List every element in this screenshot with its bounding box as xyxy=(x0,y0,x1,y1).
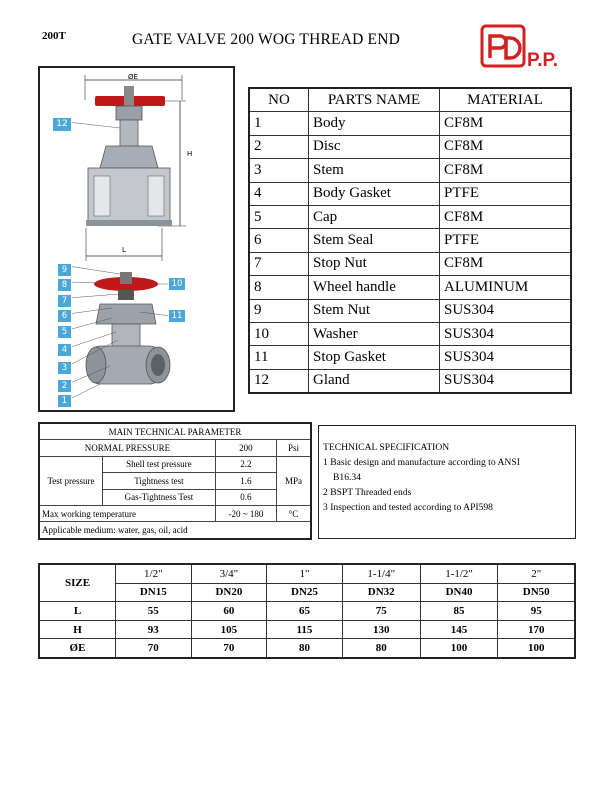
size-value: 93 xyxy=(116,620,192,639)
parts-table xyxy=(248,87,572,394)
part-name: Body Gasket xyxy=(309,182,440,205)
part-material: SUS304 xyxy=(440,322,572,345)
parts-table-row xyxy=(249,299,571,322)
tightness-test-label: Tightness test xyxy=(103,473,216,489)
spec-line-1: 1 Basic design and manufacture according to ANSI xyxy=(323,457,520,468)
part-number: 7 xyxy=(249,252,309,275)
part-number: 5 xyxy=(249,205,309,228)
callout-5: 5 xyxy=(57,325,72,339)
callout-10: 10 xyxy=(168,277,186,291)
part-name: Stop Nut xyxy=(309,252,440,275)
size-value: 100 xyxy=(420,639,498,658)
normal-pressure-label: NORMAL PRESSURE xyxy=(39,440,215,456)
part-name: Cap xyxy=(309,205,440,228)
callout-4: 4 xyxy=(57,343,72,357)
part-number: 9 xyxy=(249,299,309,322)
normal-pressure-unit: Psi xyxy=(276,440,311,456)
size-value: 170 xyxy=(498,620,575,639)
part-name: Disc xyxy=(309,135,440,158)
applicable-medium: Applicable medium: water, gas, oil, acid xyxy=(39,522,311,539)
part-material: CF8M xyxy=(440,112,572,135)
callout-11: 11 xyxy=(168,309,186,323)
test-pressure-unit: MPa xyxy=(276,456,311,505)
part-number: 3 xyxy=(249,159,309,182)
size-value: 65 xyxy=(267,602,343,621)
parts-table-row xyxy=(249,252,571,275)
parts-table-row xyxy=(249,369,571,393)
part-material: PTFE xyxy=(440,229,572,252)
parts-table-row xyxy=(249,229,571,252)
part-number: 10 xyxy=(249,322,309,345)
size-value: 95 xyxy=(498,602,575,621)
logo-text: P.P. xyxy=(527,50,559,71)
size-value: 80 xyxy=(267,639,343,658)
part-material: CF8M xyxy=(440,159,572,182)
callout-7: 7 xyxy=(57,294,72,308)
size-value: 80 xyxy=(342,639,420,658)
spec-line-2: 2 BSPT Threaded ends xyxy=(323,487,412,498)
size-dn: DN50 xyxy=(498,583,575,602)
size-value: 115 xyxy=(267,620,343,639)
part-name: Stem Nut xyxy=(309,299,440,322)
size-value: 105 xyxy=(191,620,267,639)
size-inch: 1/2" xyxy=(116,564,192,583)
size-dn: DN32 xyxy=(342,583,420,602)
size-value: 130 xyxy=(342,620,420,639)
parts-table-row xyxy=(249,346,571,369)
part-material: PTFE xyxy=(440,182,572,205)
size-dn: DN40 xyxy=(420,583,498,602)
parts-table-row xyxy=(249,112,571,135)
dim-h-label: H xyxy=(187,150,193,158)
parts-table-row xyxy=(249,159,571,182)
size-inch: 1" xyxy=(267,564,343,583)
parts-table-header xyxy=(249,88,571,112)
size-inch: 2" xyxy=(498,564,575,583)
tightness-test-value: 1.6 xyxy=(215,473,276,489)
size-value: 55 xyxy=(116,602,192,621)
part-number: 11 xyxy=(249,346,309,369)
size-table-row xyxy=(39,639,575,658)
part-name: Stem xyxy=(309,159,440,182)
shell-test-value: 2.2 xyxy=(215,456,276,472)
part-number: 4 xyxy=(249,182,309,205)
part-material: CF8M xyxy=(440,252,572,275)
size-value: 85 xyxy=(420,602,498,621)
column-header: PARTS NAME xyxy=(309,88,440,112)
parts-table-row xyxy=(249,205,571,228)
size-table xyxy=(38,563,576,659)
size-table-row xyxy=(39,602,575,621)
part-number: 12 xyxy=(249,369,309,393)
spec-line-1b: B16.34 xyxy=(333,472,361,483)
part-name: Wheel handle xyxy=(309,276,440,299)
size-inch: 1-1/2" xyxy=(420,564,498,583)
callout-9: 9 xyxy=(57,263,72,277)
column-header: MATERIAL xyxy=(440,88,572,112)
size-dn: DN15 xyxy=(116,583,192,602)
spec-title: TECHNICAL SPECIFICATION xyxy=(323,442,450,453)
callout-2: 2 xyxy=(57,379,72,393)
normal-pressure-value: 200 xyxy=(215,440,276,456)
page-title: GATE VALVE 200 WOG THREAD END xyxy=(132,31,401,48)
part-name: Gland xyxy=(309,369,440,393)
part-material: ALUMINUM xyxy=(440,276,572,299)
size-value: 100 xyxy=(498,639,575,658)
size-row-label: ØE xyxy=(39,639,116,658)
parts-table-row xyxy=(249,322,571,345)
max-temp-value: -20 ~ 180 xyxy=(215,505,276,521)
part-number: 1 xyxy=(249,112,309,135)
shell-test-label: Shell test pressure xyxy=(103,456,216,472)
part-material: CF8M xyxy=(440,205,572,228)
size-row-label: H xyxy=(39,620,116,639)
part-number: 8 xyxy=(249,276,309,299)
callout-12: 12 xyxy=(52,117,72,132)
part-material: CF8M xyxy=(440,135,572,158)
size-value: 70 xyxy=(191,639,267,658)
spec-line-3: 3 Inspection and tested according to API598 xyxy=(323,502,493,513)
gas-tightness-value: 0.6 xyxy=(215,489,276,505)
technical-specification xyxy=(318,425,576,539)
size-dn: DN25 xyxy=(267,583,343,602)
callout-3: 3 xyxy=(57,361,72,375)
max-temp-unit: °C xyxy=(276,505,311,521)
part-material: SUS304 xyxy=(440,299,572,322)
size-inch: 3/4" xyxy=(191,564,267,583)
part-material: SUS304 xyxy=(440,346,572,369)
valve-drawing xyxy=(38,66,235,412)
product-code: 200T xyxy=(42,30,66,42)
size-row-label: L xyxy=(39,602,116,621)
size-label: SIZE xyxy=(39,564,116,602)
part-name: Body xyxy=(309,112,440,135)
part-name: Stem Seal xyxy=(309,229,440,252)
parts-table-row xyxy=(249,135,571,158)
test-pressure-label: Test pressure xyxy=(39,456,103,505)
tech-title: MAIN TECHNICAL PARAMETER xyxy=(39,423,311,440)
parts-table-row xyxy=(249,182,571,205)
gas-tightness-label: Gas-Tightness Test xyxy=(103,489,216,505)
callout-8: 8 xyxy=(57,278,72,292)
part-name: Stop Gasket xyxy=(309,346,440,369)
size-inch: 1-1/4" xyxy=(342,564,420,583)
part-number: 6 xyxy=(249,229,309,252)
dim-l-label: L xyxy=(122,246,126,254)
parts-table-row xyxy=(249,276,571,299)
size-value: 145 xyxy=(420,620,498,639)
column-header: NO xyxy=(249,88,309,112)
size-value: 75 xyxy=(342,602,420,621)
part-material: SUS304 xyxy=(440,369,572,393)
size-value: 60 xyxy=(191,602,267,621)
part-number: 2 xyxy=(249,135,309,158)
size-value: 70 xyxy=(116,639,192,658)
dim-e-label: ØE xyxy=(128,73,138,81)
callout-1: 1 xyxy=(57,394,72,408)
technical-parameter-table xyxy=(38,422,312,540)
brand-logo xyxy=(480,24,580,72)
size-dn: DN20 xyxy=(191,583,267,602)
part-name: Washer xyxy=(309,322,440,345)
callout-6: 6 xyxy=(57,309,72,323)
max-temp-label: Max working temperature xyxy=(39,505,215,521)
size-table-row xyxy=(39,620,575,639)
